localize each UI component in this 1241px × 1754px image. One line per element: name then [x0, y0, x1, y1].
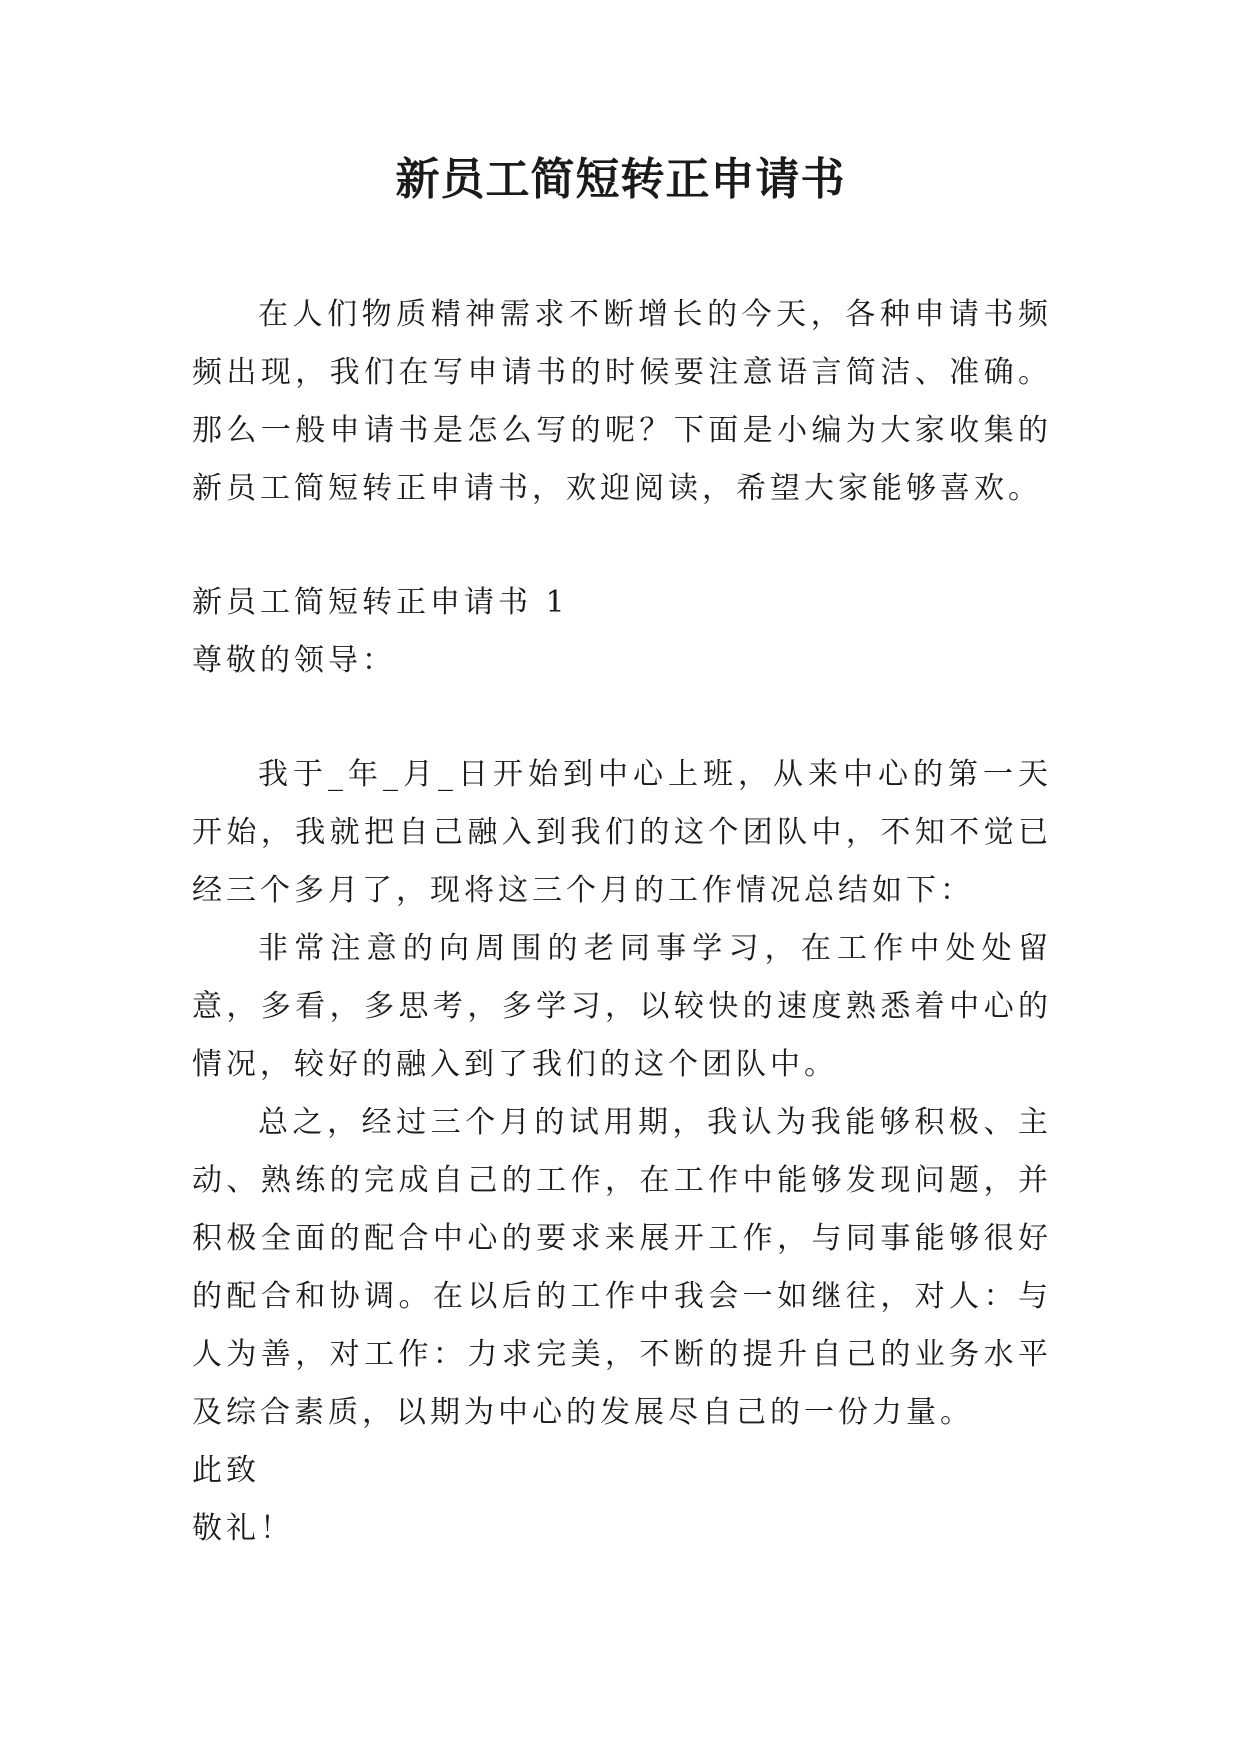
document-title: 新员工简短转正申请书 — [395, 154, 846, 205]
closing-salute: 敬礼！ — [192, 1511, 294, 1546]
document-body — [192, 286, 1052, 1558]
closing-line: 此致 — [192, 1453, 260, 1488]
body-paragraph: 我于_年_月_日开始到中心上班，从来中心的第一天开始，我就把自己融入到我们的这个团队中，不知不觉已经三个多月了，现将这三个月的工作情况总结如下： — [192, 757, 1052, 908]
body-paragraph: 非常注意的向周围的老同事学习，在工作中处处留意，多看，多思考，多学习，以较快的速度熟悉着中心的情况，较好的融入到了我们的这个团队中。 — [192, 931, 1052, 1082]
intro-paragraph: 在人们物质精神需求不断增长的今天，各种申请书频频出现，我们在写申请书的时候要注意语言简洁、准确。那么一般申请书是怎么写的呢？下面是小编为大家收集的新员工简短转正申请书，欢迎阅读，希望大家能够喜欢。 — [192, 297, 1052, 506]
section-heading: 新员工简短转正申请书 1 — [192, 585, 569, 620]
spacer — [192, 518, 1052, 574]
salutation: 尊敬的领导： — [192, 643, 396, 678]
body-paragraph: 总之，经过三个月的试用期，我认为我能够积极、主动、熟练的完成自己的工作，在工作中能够发现问题，并积极全面的配合中心的要求来展开工作，与同事能够很好的配合和协调。在以后的工作中我会一如继往，对人：与人为善，对工作：力求完美，不断的提升自己的业务水平及综合素质，以期为中心的发展尽自己的一份力量。 — [192, 1105, 1052, 1430]
spacer — [192, 690, 1052, 746]
